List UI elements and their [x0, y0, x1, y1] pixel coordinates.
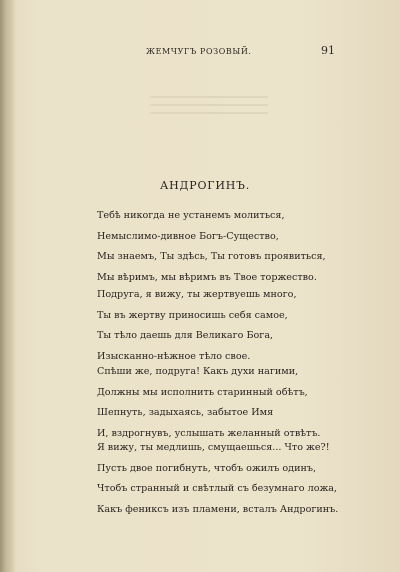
verse-line: Чтобъ странный и свѣтлый съ безумнаго ложа, [97, 483, 338, 494]
stanza-1 [97, 206, 326, 288]
verse-line: Я вижу, ты медлишь, смущаешься... Что же?! [97, 442, 330, 453]
verse-line: Мы вѣримъ, мы вѣримъ въ Твое торжество. [97, 271, 317, 283]
verse-line: Изысканно-нѣжное тѣло свое. [97, 350, 251, 362]
verse-line: И, вздрогнувъ, услышать желанный отвѣтъ. [97, 427, 321, 439]
stanza-3 [97, 362, 320, 444]
poem-title: АНДРОГИНЪ. [160, 179, 250, 192]
running-head: ЖЕМЧУГЪ РОЗОВЫЙ. [146, 47, 252, 56]
show-through-text [150, 90, 268, 122]
stanza-2 [97, 285, 297, 367]
verse-line: Мы знаемъ, Ты здѣсь, Ты готовъ проявиться, [97, 251, 326, 262]
verse-line: Ты тѣло даешь для Великаго Бога, [97, 330, 274, 341]
verse-line: Немыслимо-дивное Богъ-Существо, [97, 230, 279, 242]
verse-line: Должны мы исполнить старинный обѣтъ, [97, 386, 308, 398]
verse-line: Тебѣ никогда не устанемъ молиться, [97, 210, 285, 221]
binding-gutter [0, 0, 16, 572]
verse-line: Спѣши же, подруга! Какъ духи нагими, [97, 366, 299, 377]
verse-line: Какъ фениксъ изъ пламени, всталъ Андрогинъ. [97, 503, 339, 515]
verse-line: Пусть двое погибнуть, чтобъ ожилъ одинъ, [97, 462, 317, 474]
page-number: 91 [321, 44, 335, 57]
stanza-4 [97, 438, 338, 520]
verse-line: Ты въ жертву приносишь себя самое, [97, 309, 288, 321]
verse-line: Подруга, я вижу, ты жертвуешь много, [97, 289, 297, 300]
verse-line: Шепнуть, задыхаясь, забытое Имя [97, 407, 274, 418]
